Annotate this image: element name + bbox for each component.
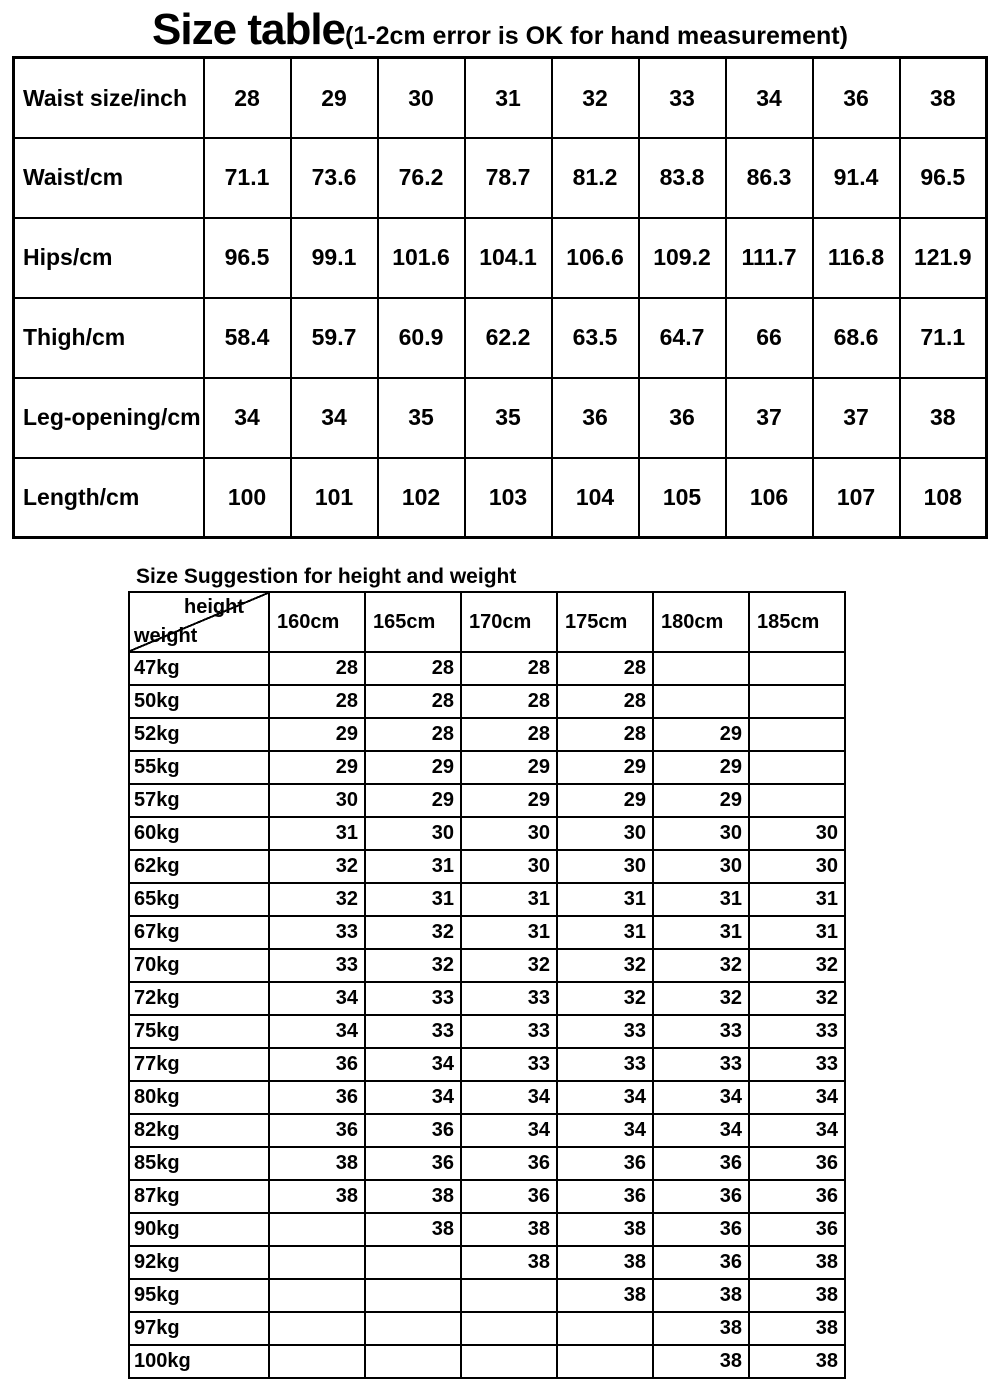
size-table-cell: 66 [726,298,813,378]
suggestion-size-cell: 32 [749,982,845,1015]
suggestion-size-cell: 30 [749,850,845,883]
size-table-cell: 35 [465,378,552,458]
suggestion-table-row [129,883,845,916]
suggestion-table [128,591,846,1379]
size-table-row [14,458,987,538]
size-table-cell: 121.9 [900,218,987,298]
suggestion-size-cell: 29 [653,751,749,784]
suggestion-size-cell: 30 [557,817,653,850]
suggestion-size-cell: 34 [269,982,365,1015]
size-table-cell: 100 [204,458,291,538]
suggestion-table-row [129,751,845,784]
suggestion-table-row [129,1246,845,1279]
suggestion-size-cell: 36 [557,1180,653,1213]
suggestion-table-row [129,817,845,850]
suggestion-size-cell: 28 [461,685,557,718]
suggestion-table-head [129,592,845,652]
suggestion-size-cell: 33 [365,982,461,1015]
suggestion-size-cell: 38 [269,1147,365,1180]
suggestion-size-cell [365,1345,461,1378]
weight-row-label: 95kg [129,1279,269,1312]
size-table-cell: 96.5 [900,138,987,218]
size-table-cell: 58.4 [204,298,291,378]
size-table [12,56,988,539]
height-column-header: 180cm [653,592,749,652]
size-table-cell: 71.1 [204,138,291,218]
suggestion-size-cell: 29 [557,784,653,817]
suggestion-size-cell: 34 [749,1081,845,1114]
size-table-cell: 91.4 [813,138,900,218]
suggestion-size-cell: 29 [269,718,365,751]
size-table-cell: 68.6 [813,298,900,378]
suggestion-size-cell: 33 [461,1015,557,1048]
suggestion-size-cell: 38 [557,1246,653,1279]
suggestion-size-cell: 28 [557,685,653,718]
suggestion-size-cell [557,1345,653,1378]
size-table-row-label: Thigh/cm [14,298,204,378]
suggestion-table-title: Size Suggestion for height and weight [136,565,517,589]
suggestion-size-cell: 38 [365,1180,461,1213]
suggestion-size-cell: 38 [557,1213,653,1246]
size-table-row-label: Waist size/inch [14,58,204,138]
suggestion-size-cell: 33 [653,1048,749,1081]
height-column-header: 185cm [749,592,845,652]
suggestion-size-cell: 29 [461,784,557,817]
suggestion-size-cell: 36 [269,1081,365,1114]
size-table-row [14,298,987,378]
suggestion-size-cell: 38 [653,1345,749,1378]
suggestion-size-cell: 34 [557,1114,653,1147]
suggestion-size-cell: 32 [365,949,461,982]
weight-row-label: 97kg [129,1312,269,1345]
suggestion-size-cell: 36 [749,1180,845,1213]
size-table-cell: 73.6 [291,138,378,218]
suggestion-size-cell: 31 [365,850,461,883]
suggestion-size-cell: 36 [461,1180,557,1213]
suggestion-size-cell [365,1312,461,1345]
suggestion-size-cell: 34 [653,1114,749,1147]
suggestion-size-cell: 38 [749,1345,845,1378]
weight-row-label: 90kg [129,1213,269,1246]
suggestion-table-row [129,1147,845,1180]
size-table-cell: 109.2 [639,218,726,298]
suggestion-size-cell: 33 [365,1015,461,1048]
suggestion-size-cell: 32 [653,982,749,1015]
suggestion-size-cell: 31 [461,916,557,949]
size-table-cell: 81.2 [552,138,639,218]
suggestion-size-cell: 32 [365,916,461,949]
suggestion-size-cell: 34 [269,1015,365,1048]
suggestion-size-cell: 34 [749,1114,845,1147]
suggestion-size-cell: 31 [269,817,365,850]
suggestion-size-cell: 30 [749,817,845,850]
size-table-cell: 86.3 [726,138,813,218]
height-column-header: 175cm [557,592,653,652]
size-table-cell: 64.7 [639,298,726,378]
suggestion-size-cell: 38 [269,1180,365,1213]
size-table-row [14,58,987,138]
size-table-body [14,58,987,538]
weight-row-label: 65kg [129,883,269,916]
height-column-header: 170cm [461,592,557,652]
suggestion-size-cell: 33 [269,916,365,949]
page-title-block [0,0,1000,54]
suggestion-size-cell: 31 [557,883,653,916]
suggestion-size-cell: 38 [365,1213,461,1246]
size-table-cell: 30 [378,58,465,138]
suggestion-size-cell [365,1279,461,1312]
size-table-cell: 71.1 [900,298,987,378]
suggestion-size-cell: 31 [749,916,845,949]
size-table-cell: 37 [813,378,900,458]
suggestion-table-row [129,784,845,817]
suggestion-size-cell: 31 [653,916,749,949]
size-table-cell: 107 [813,458,900,538]
suggestion-size-cell: 38 [653,1312,749,1345]
suggestion-size-cell: 36 [365,1114,461,1147]
suggestion-size-cell [749,751,845,784]
suggestion-size-cell: 33 [749,1015,845,1048]
page-title: Size table [152,5,346,54]
suggestion-size-cell: 29 [653,784,749,817]
size-table-cell: 106.6 [552,218,639,298]
suggestion-size-cell: 32 [749,949,845,982]
size-table-cell: 60.9 [378,298,465,378]
weight-row-label: 87kg [129,1180,269,1213]
size-table-row-label: Waist/cm [14,138,204,218]
page-title-note: (1-2cm error is OK for hand measurement) [345,22,848,50]
suggestion-table-row [129,718,845,751]
suggestion-size-cell: 28 [269,652,365,685]
size-table-cell: 36 [813,58,900,138]
suggestion-size-cell: 36 [749,1147,845,1180]
weight-row-label: 82kg [129,1114,269,1147]
size-table-cell: 34 [726,58,813,138]
suggestion-size-cell: 36 [749,1213,845,1246]
size-table-cell: 116.8 [813,218,900,298]
weight-row-label: 52kg [129,718,269,751]
suggestion-size-cell: 38 [749,1279,845,1312]
suggestion-size-cell: 36 [365,1147,461,1180]
suggestion-size-cell [365,1246,461,1279]
size-table-cell: 28 [204,58,291,138]
suggestion-size-cell: 33 [461,982,557,1015]
size-table-cell: 29 [291,58,378,138]
size-table-row [14,138,987,218]
size-table-cell: 83.8 [639,138,726,218]
weight-row-label: 57kg [129,784,269,817]
suggestion-size-cell: 36 [653,1246,749,1279]
suggestion-size-cell: 30 [365,817,461,850]
suggestion-size-cell: 29 [653,718,749,751]
suggestion-size-cell: 28 [365,685,461,718]
suggestion-size-cell [269,1246,365,1279]
size-table-cell: 96.5 [204,218,291,298]
suggestion-size-cell: 38 [557,1279,653,1312]
suggestion-table-row [129,1081,845,1114]
suggestion-size-cell [749,652,845,685]
size-table-cell: 103 [465,458,552,538]
suggestion-size-cell: 31 [461,883,557,916]
size-table-cell: 78.7 [465,138,552,218]
weight-row-label: 50kg [129,685,269,718]
suggestion-table-row [129,982,845,1015]
suggestion-size-cell: 36 [269,1048,365,1081]
suggestion-size-cell: 32 [557,949,653,982]
size-table-row-label: Length/cm [14,458,204,538]
suggestion-table-row [129,1015,845,1048]
suggestion-size-cell: 29 [365,751,461,784]
size-table-cell: 36 [552,378,639,458]
size-table-row-label: Hips/cm [14,218,204,298]
suggestion-size-cell: 34 [461,1081,557,1114]
size-table-cell: 104.1 [465,218,552,298]
suggestion-size-cell: 33 [749,1048,845,1081]
suggestion-size-cell: 32 [461,949,557,982]
size-table-cell: 35 [378,378,465,458]
weight-row-label: 67kg [129,916,269,949]
suggestion-section [128,565,1000,1379]
suggestion-size-cell: 36 [653,1147,749,1180]
suggestion-size-cell: 31 [749,883,845,916]
size-table-cell: 99.1 [291,218,378,298]
suggestion-size-cell: 38 [461,1246,557,1279]
suggestion-size-cell: 36 [653,1180,749,1213]
size-table-cell: 62.2 [465,298,552,378]
weight-row-label: 55kg [129,751,269,784]
size-table-cell: 32 [552,58,639,138]
size-table-cell: 101 [291,458,378,538]
suggestion-size-cell: 30 [461,817,557,850]
suggestion-table-body [129,652,845,1378]
height-column-header: 165cm [365,592,461,652]
suggestion-size-cell: 38 [749,1312,845,1345]
suggestion-size-cell: 36 [461,1147,557,1180]
suggestion-table-row [129,1345,845,1378]
suggestion-header-row [129,592,845,652]
suggestion-table-row [129,1114,845,1147]
suggestion-size-cell: 28 [461,718,557,751]
suggestion-table-row [129,1180,845,1213]
suggestion-size-cell: 34 [557,1081,653,1114]
suggestion-size-cell: 32 [557,982,653,1015]
suggestion-size-cell: 33 [269,949,365,982]
suggestion-table-row [129,685,845,718]
suggestion-table-row [129,949,845,982]
size-table-cell: 101.6 [378,218,465,298]
suggestion-size-cell: 29 [365,784,461,817]
suggestion-size-cell: 32 [269,850,365,883]
suggestion-table-row [129,916,845,949]
weight-row-label: 85kg [129,1147,269,1180]
suggestion-size-cell: 28 [557,718,653,751]
suggestion-size-cell: 34 [461,1114,557,1147]
suggestion-size-cell: 28 [269,685,365,718]
suggestion-table-row [129,652,845,685]
suggestion-table-row [129,1312,845,1345]
suggestion-size-cell: 28 [557,652,653,685]
suggestion-size-cell [557,1312,653,1345]
suggestion-size-cell: 33 [653,1015,749,1048]
weight-row-label: 60kg [129,817,269,850]
size-table-cell: 38 [900,378,987,458]
suggestion-size-cell: 34 [653,1081,749,1114]
size-table-cell: 102 [378,458,465,538]
suggestion-size-cell: 29 [461,751,557,784]
height-column-header: 160cm [269,592,365,652]
suggestion-size-cell: 33 [557,1048,653,1081]
size-table-cell: 59.7 [291,298,378,378]
suggestion-table-row [129,1279,845,1312]
weight-row-label: 47kg [129,652,269,685]
size-table-cell: 63.5 [552,298,639,378]
suggestion-size-cell: 34 [365,1081,461,1114]
suggestion-size-cell [269,1279,365,1312]
suggestion-size-cell: 38 [653,1279,749,1312]
suggestion-size-cell: 28 [461,652,557,685]
size-table-cell: 31 [465,58,552,138]
size-table-cell: 33 [639,58,726,138]
suggestion-size-cell [461,1312,557,1345]
suggestion-size-cell: 31 [557,916,653,949]
weight-row-label: 80kg [129,1081,269,1114]
suggestion-size-cell: 38 [749,1246,845,1279]
suggestion-size-cell: 30 [653,850,749,883]
size-table-row [14,218,987,298]
weight-row-label: 77kg [129,1048,269,1081]
suggestion-size-cell: 36 [653,1213,749,1246]
weight-row-label: 75kg [129,1015,269,1048]
suggestion-size-cell [653,652,749,685]
suggestion-size-cell: 29 [557,751,653,784]
size-table-cell: 111.7 [726,218,813,298]
size-table-cell: 36 [639,378,726,458]
suggestion-table-row [129,850,845,883]
weight-row-label: 92kg [129,1246,269,1279]
suggestion-size-cell [653,685,749,718]
suggestion-size-cell: 28 [365,718,461,751]
size-table-cell: 34 [291,378,378,458]
suggestion-size-cell [269,1312,365,1345]
suggestion-size-cell: 31 [653,883,749,916]
suggestion-size-cell: 29 [269,751,365,784]
suggestion-size-cell: 36 [269,1114,365,1147]
suggestion-size-cell [749,685,845,718]
suggestion-size-cell [269,1345,365,1378]
weight-row-label: 62kg [129,850,269,883]
suggestion-size-cell: 33 [461,1048,557,1081]
suggestion-size-cell: 33 [557,1015,653,1048]
suggestion-size-cell: 38 [461,1213,557,1246]
weight-row-label: 70kg [129,949,269,982]
suggestion-size-cell: 30 [461,850,557,883]
corner-height-label: height [184,596,244,619]
suggestion-size-cell [461,1345,557,1378]
suggestion-size-cell: 32 [269,883,365,916]
size-table-cell: 38 [900,58,987,138]
suggestion-table-row [129,1213,845,1246]
size-table-cell: 105 [639,458,726,538]
suggestion-size-cell [269,1213,365,1246]
weight-row-label: 100kg [129,1345,269,1378]
size-table-cell: 37 [726,378,813,458]
weight-row-label: 72kg [129,982,269,1015]
suggestion-size-cell: 31 [365,883,461,916]
size-table-cell: 34 [204,378,291,458]
suggestion-size-cell: 30 [557,850,653,883]
suggestion-size-cell [749,784,845,817]
size-table-cell: 104 [552,458,639,538]
suggestion-size-cell: 30 [653,817,749,850]
suggestion-size-cell: 30 [269,784,365,817]
suggestion-size-cell: 32 [653,949,749,982]
suggestion-size-cell: 34 [365,1048,461,1081]
corner-weight-label: weight [134,625,198,648]
suggestion-size-cell [461,1279,557,1312]
corner-header-cell [129,592,269,652]
size-table-row [14,378,987,458]
size-table-row-label: Leg-opening/cm [14,378,204,458]
suggestion-size-cell: 36 [557,1147,653,1180]
suggestion-size-cell: 28 [365,652,461,685]
size-table-cell: 76.2 [378,138,465,218]
size-table-cell: 106 [726,458,813,538]
suggestion-size-cell [749,718,845,751]
suggestion-table-row [129,1048,845,1081]
size-table-cell: 108 [900,458,987,538]
